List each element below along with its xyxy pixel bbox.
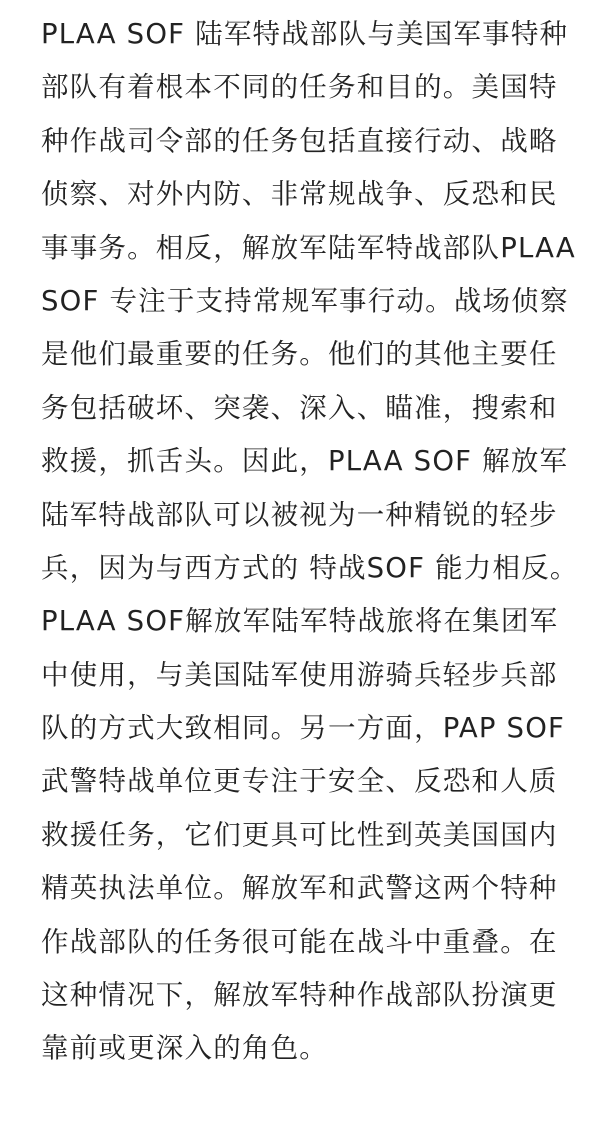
text-line: 部队有着根本不同的任务和目的。美国特 — [41, 71, 558, 104]
text-line: 作战部队的任务很可能在战斗中重叠。在 — [41, 925, 558, 958]
text-line: 队的方式大致相同。另一方面，PAP SOF — [41, 712, 566, 745]
paragraph-1 — [41, 8, 579, 595]
text-line: 救援任务，它们更具可比性到英美国国内 — [41, 818, 558, 851]
text-line: 兵，因为与西方式的 特战SOF 能力相反。 — [41, 551, 579, 584]
text-line: 种作战司令部的任务包括直接行动、战略 — [41, 124, 558, 157]
text-line: PLAA SOF解放军陆军特战旅将在集团军 — [41, 605, 559, 638]
text-line: PLAA SOF 陆军特战部队与美国军事特种 — [41, 18, 569, 50]
text-line: 武警特战单位更专注于安全、反恐和人质 — [41, 765, 558, 798]
text-line: 精英执法单位。解放军和武警这两个特种 — [41, 872, 558, 905]
text-line: 务包括破坏、突袭、深入、瞄准，搜索和 — [41, 391, 558, 424]
text-line: 是他们最重要的任务。他们的其他主要任 — [41, 338, 558, 371]
article-body — [41, 8, 579, 1076]
paragraph-2 — [41, 595, 566, 1076]
text-line: 中使用，与美国陆军使用游骑兵轻步兵部 — [41, 658, 558, 691]
text-line: 这种情况下，解放军特种作战部队扮演更 — [41, 979, 558, 1012]
text-line: 救援，抓舌头。因此，PLAA SOF 解放军 — [41, 445, 569, 478]
text-line: SOF 专注于支持常规军事行动。战场侦察 — [41, 284, 569, 317]
text-line: 陆军特战部队可以被视为一种精锐的轻步 — [41, 498, 558, 531]
text-line: 事事务。相反，解放军陆军特战部队PLAA — [41, 231, 576, 264]
text-line: 靠前或更深入的角色。 — [41, 1032, 328, 1065]
text-line: 侦察、对外内防、非常规战争、反恐和民 — [41, 178, 558, 211]
